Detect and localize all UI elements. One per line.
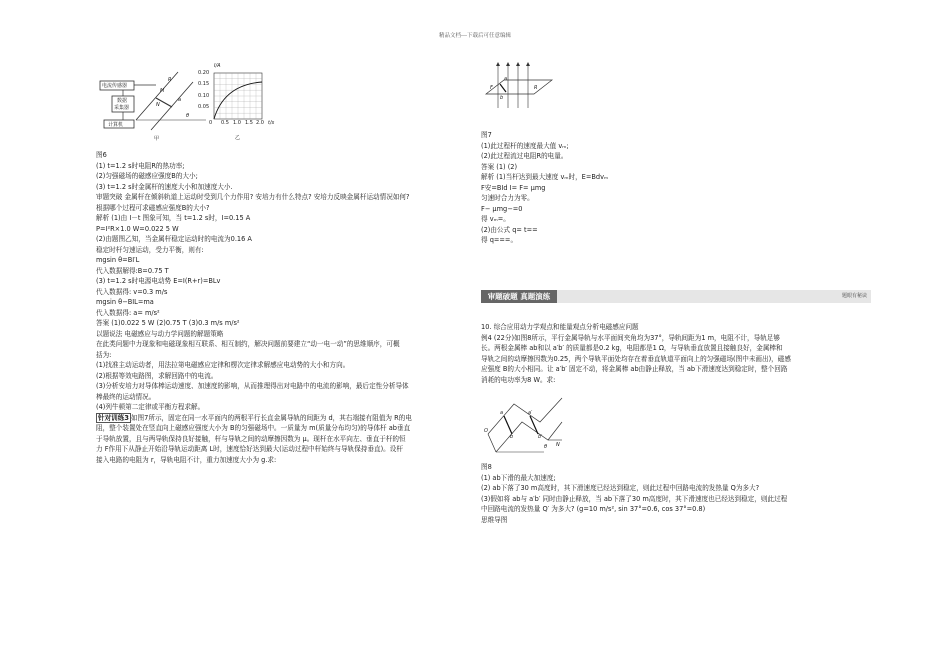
fig8-letter-n: N — [556, 442, 560, 448]
practice-line: 接入电路的电阻为 r，导轨电阻不计，重力加速度大小为 g.求: — [96, 455, 277, 464]
fig6-caption-yi: 乙 — [235, 135, 241, 141]
text-line: F安=BId I= F= μmg — [481, 183, 546, 192]
text-line: 长。两根金属棒 ab和以 a′b′ 的质量都是0.2 kg，电阻都是1 Ω，与导轨垂直放置且接触良好，金属棒和 — [481, 344, 783, 352]
page-header: 精品文档---下载后可任意编辑 — [439, 33, 511, 39]
text-line: 以题说法 电磁感应与动力学问题的解题策略 — [96, 329, 224, 338]
text-line: 10. 综合应用动力学观点和能量观点分析电磁感应问题 — [481, 323, 639, 331]
fig8-letter-theta: θ — [544, 444, 548, 450]
text-line: 例4 (22分)如图8所示，平行金属导轨与水平面间夹角均为37°，导轨间距为1 m，电阻不计，导轨足够 — [481, 333, 780, 342]
text-line: (3)分析安培力对导体棒运动速度、加速度的影响，从而推理得出对电路中的电流的影响，最后定性分析导体 — [96, 382, 409, 390]
text-line: 解析 (1)当杆达到最大速度 vₘ时，E=Bdvₘ — [481, 173, 609, 181]
fig6-letter-a: a — [178, 97, 182, 103]
fig7-letter-a: a — [504, 76, 508, 82]
text-line: (3) t=1.2 s时金属杆的速度大小和加速度大小. — [96, 182, 233, 191]
text-line: F− μmg−=0 — [481, 204, 523, 213]
figure-8-drawing — [484, 392, 564, 460]
text-line: 应强度 B的大小相同。让 a′b′ 固定不动，将金属棒 ab由静止释放，当 ab下滑速度达到稳定时，整个回路 — [481, 365, 788, 373]
fig6-y-tick-020: 0.20 — [198, 70, 210, 76]
text-line: (1)找准主动运动者，用法拉第电磁感应定律和楞次定律求解感应电动势的大小和方向。 — [96, 361, 350, 369]
practice-line — [96, 413, 476, 424]
figure-7-drawing — [484, 58, 554, 112]
practice-line: 阻，整个装置处在竖直向上磁感应强度大小为 B的匀强磁场中。一质量为 m(质量分布均匀)的导体杆 ab垂直 — [96, 424, 411, 432]
text-line: (3) t=1.2 s时电源电动势 E=I(R+r)=BLv — [96, 277, 221, 285]
practice-line: 于导轨放置，且与两导轨保持良好接触，杆与导轨之间的动摩擦因数为 μ。现杆在水平向左、垂直于杆的恒 — [96, 434, 406, 443]
fig7-letter-f: F — [490, 85, 493, 91]
text-line: 括为: — [96, 350, 112, 359]
text-line: 答案 (1) (2) — [481, 162, 518, 171]
figure-6 — [96, 60, 306, 145]
text-line: 在此类问题中力现象和电磁现象相互联系、相互制约，解决问题前要建立“动一电一动”的思维顺序，可概 — [96, 340, 400, 348]
text-line: 稳定时杆匀速运动，受力平衡，则有: — [96, 245, 204, 254]
fig8-letter-b: b — [510, 434, 514, 440]
text-line: (4)列牛顿第二定律或平衡方程求解。 — [96, 403, 205, 411]
fig6-box-label-computer: 计算机 — [108, 122, 124, 128]
fig6-letter-m: M — [160, 88, 165, 94]
fig6-x-tick-20: 2.0 — [256, 120, 264, 126]
fig7-letter-b: b — [500, 95, 504, 101]
text-line: 导轨之间的动摩擦因数为0.25，两个导轨平面处均存在着垂直轨道平面向上的匀强磁场(图中未画出)，磁感 — [481, 354, 791, 363]
figure-7 — [484, 58, 554, 112]
fig6-x-tick-0: 0 — [209, 120, 213, 126]
fig6-caption-jia: 甲 — [154, 136, 160, 142]
fig8-letter-a: a — [500, 410, 504, 416]
text-line: 答案 (1)0.022 5 W (2)0.75 T (3)0.3 m/s m/s² — [96, 319, 240, 327]
fig8-letter-b-prime: b′ — [538, 434, 543, 440]
text-line: 代入数据解得:B=0.75 T — [96, 266, 169, 275]
fig6-y-tick-005: 0.05 — [198, 104, 210, 110]
text-line: 消耗的电功率为8 W。求: — [481, 375, 556, 384]
fig6-x-tick-05: 0.5 — [221, 120, 229, 126]
practice-tag: 针对训练3 — [98, 413, 129, 422]
fig6-box-label-collector: 采集器 — [114, 105, 130, 111]
text-line: 审题突破 金属杆在倾斜轨道上运动时受到几个力作用? 安培力有什么特点? 安培力反映金属杆运动情况如何? — [96, 193, 410, 201]
text-line: 棒最终的运动情况。 — [96, 392, 156, 401]
text-line: (1)此过程杆的速度最大值 vₘ; — [481, 141, 569, 150]
text-line: (2)由公式 q= t== — [481, 225, 538, 234]
right-column-example — [481, 322, 871, 385]
text-line: (1) t=1.2 s时电阻R的热功率; — [96, 161, 185, 170]
text-line: 代入数据得: v=0.3 m/s — [96, 287, 168, 296]
text-line: (1) ab下滑的最大加速度; — [481, 473, 556, 482]
fig6-box-label-data: 数据 — [117, 98, 128, 104]
text-line: 根据哪个过程可求磁感应强度B的大小? — [96, 203, 210, 212]
text-line: 图6 — [96, 151, 107, 159]
text-line: 图7 — [481, 131, 492, 139]
practice-line: 力 F作用下从静止开始沿导轨运动距离 L时，速度恰好达到最大(运动过程中杆始终与导轨保持垂直)。设杆 — [96, 445, 403, 453]
fig6-letter-n: N — [156, 102, 160, 108]
text-line: 匀速时合力为零。 — [481, 194, 534, 202]
text-line: 解析 (1)由 I－t 图象可知，当 t=1.2 s时，I=0.15 A — [96, 214, 251, 222]
text-line: (3)假如将 ab与 a′b′ 同时由静止释放，当 ab下落了30 m高度时，其下滑速度也已经达到稳定，则此过程 — [481, 494, 788, 503]
fig6-x-tick-15: 1.5 — [245, 120, 253, 126]
left-column — [96, 150, 476, 465]
text-line: (2)由题图乙知，当金属杆稳定运动时的电流为0.16 A — [96, 235, 252, 243]
section-banner — [481, 290, 871, 303]
fig6-y-label: I/A — [214, 63, 221, 69]
text-line: 图8 — [481, 463, 492, 471]
right-column-questions — [481, 462, 871, 525]
fig6-box-label-sensor: 电流传感器 — [102, 83, 128, 89]
fig6-x-tick-10: 1.0 — [233, 120, 241, 126]
fig8-letter-o: O — [484, 428, 488, 434]
right-column-top — [481, 130, 871, 246]
text-line: 思维导图 — [481, 515, 508, 524]
fig6-letter-theta: θ — [186, 113, 190, 119]
text-line: P=I²R×1.0 W=0.022 5 W — [96, 224, 179, 233]
text-line: 得 q===。 — [481, 236, 518, 244]
fig7-letter-r: R — [534, 85, 538, 91]
figure-8 — [484, 392, 564, 460]
fig8-letter-a-prime: a′ — [528, 410, 533, 416]
text-line: mgsin θ−BIL=ma — [96, 298, 154, 306]
text-line: mgsin θ=BI′L — [96, 256, 140, 264]
banner-title: 审题破题 真题演练 — [481, 290, 557, 303]
fig6-y-tick-010: 0.10 — [198, 93, 210, 99]
text-line: (2)匀强磁场的磁感应强度B的大小; — [96, 172, 198, 180]
fig6-y-tick-015: 0.15 — [198, 81, 210, 87]
text-line: 得 vₘ=。 — [481, 215, 510, 223]
text-line: (2)根据等效电路图，求解回路中的电流。 — [96, 371, 218, 380]
text-line: (2)此过程流过电阻R的电量。 — [481, 152, 568, 160]
text-line: (2) ab下落了30 m高度时，其下滑速度已经达到稳定，则此过程中回路电流的发热量 Q为多大? — [481, 484, 760, 492]
text-line: 代入数据得: a= m/s² — [96, 308, 160, 317]
banner-right-label: 题眼有秘诀 — [841, 293, 867, 299]
practice-text: 如图7所示，固定在同一水平面内的两根平行长直金属导轨的间距为 d，其右端接有阻值为 R的电 — [130, 413, 412, 422]
fig6-letter-r: R — [168, 77, 172, 83]
fig6-x-label: t/s — [268, 120, 275, 126]
text-line: 中回路电流的发热量 Q′ 为多大? (g=10 m/s², sin 37°=0.6, cos 37°=0.8) — [481, 505, 706, 513]
